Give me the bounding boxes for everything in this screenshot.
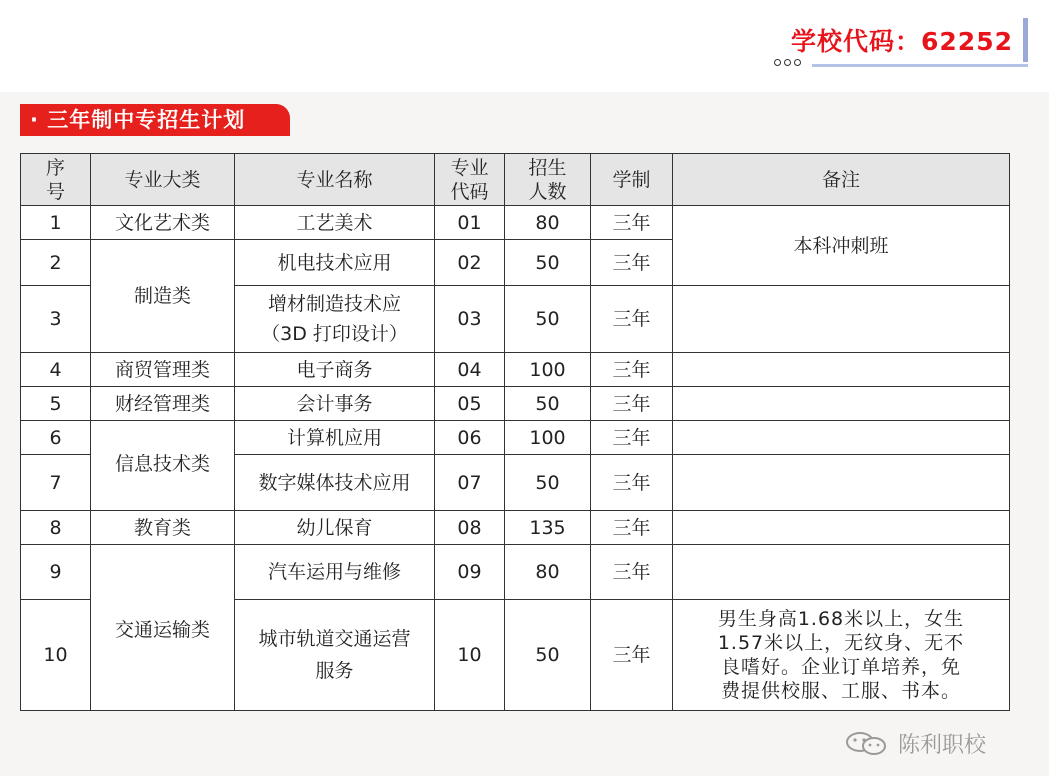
enrollment-plan-table: [20, 153, 1010, 711]
cell-duration: 三年: [591, 545, 673, 600]
school-code: 学校代码：62252: [791, 27, 1013, 56]
table-row: [21, 387, 1010, 421]
cell-seq: 5: [21, 387, 91, 421]
header-major-code: 专业 代码: [435, 154, 505, 206]
cell-note-honors: 本科冲刺班: [673, 206, 1010, 286]
cell-duration: 三年: [591, 455, 673, 511]
header-seq: 序 号: [21, 154, 91, 206]
cell-note: [673, 353, 1010, 387]
watermark-text: 陈利职校: [898, 733, 987, 758]
cell-seq: 8: [21, 511, 91, 545]
cell-code: 07: [435, 455, 505, 511]
cell-note: [673, 511, 1010, 545]
table-header-row: [21, 154, 1010, 206]
cell-seq: 4: [21, 353, 91, 387]
cell-count: 50: [505, 240, 591, 286]
cell-category: 文化艺术类: [91, 206, 235, 240]
cell-category: 制造类: [91, 240, 235, 353]
cell-count: 135: [505, 511, 591, 545]
cell-code: 02: [435, 240, 505, 286]
cell-category: 信息技术类: [91, 421, 235, 511]
cell-code: 06: [435, 421, 505, 455]
wechat-icon: [844, 731, 892, 757]
header-category: 专业大类: [91, 154, 235, 206]
cell-major-name: 计算机应用: [235, 421, 435, 455]
cell-major-name: 城市轨道交通运营 服务: [235, 600, 435, 711]
cell-duration: 三年: [591, 353, 673, 387]
header-enrollment: 招生 人数: [505, 154, 591, 206]
cell-seq: 3: [21, 286, 91, 353]
cell-duration: 三年: [591, 421, 673, 455]
school-code-underline: [812, 64, 1028, 67]
cell-duration: 三年: [591, 387, 673, 421]
cell-major-name: 会计事务: [235, 387, 435, 421]
header-duration: 学制: [591, 154, 673, 206]
table-row: [21, 353, 1010, 387]
cell-major-name: 工艺美术: [235, 206, 435, 240]
cell-major-name: 数字媒体技术应用: [235, 455, 435, 511]
header-major-name: 专业名称: [235, 154, 435, 206]
cell-duration: 三年: [591, 286, 673, 353]
decorative-dots: [774, 59, 801, 71]
cell-note: [673, 387, 1010, 421]
cell-category: 商贸管理类: [91, 353, 235, 387]
cell-note-requirements: 男生身高1.68米以上，女生 1.57米以上，无纹身、无不 良嗜好。企业订单培养，免 费提供校服、工服、书本。: [673, 600, 1010, 711]
cell-category: 财经管理类: [91, 387, 235, 421]
cell-duration: 三年: [591, 511, 673, 545]
cell-category: 教育类: [91, 511, 235, 545]
cell-count: 50: [505, 387, 591, 421]
cell-major-name: 机电技术应用: [235, 240, 435, 286]
cell-code: 08: [435, 511, 505, 545]
cell-major-name: 增材制造技术应 （3D 打印设计）: [235, 286, 435, 353]
cell-code: 04: [435, 353, 505, 387]
cell-duration: 三年: [591, 600, 673, 711]
cell-seq: 7: [21, 455, 91, 511]
cell-count: 100: [505, 421, 591, 455]
cell-category: 交通运输类: [91, 545, 235, 711]
section-title: · 三年制中专招生计划: [20, 104, 290, 136]
cell-duration: 三年: [591, 240, 673, 286]
header-note: 备注: [673, 154, 1010, 206]
table-row: [21, 421, 1010, 455]
cell-count: 50: [505, 286, 591, 353]
table-row: [21, 511, 1010, 545]
cell-count: 50: [505, 455, 591, 511]
cell-seq: 9: [21, 545, 91, 600]
cell-major-name: 幼儿保育: [235, 511, 435, 545]
cell-count: 50: [505, 600, 591, 711]
cell-note: [673, 286, 1010, 353]
cell-code: 09: [435, 545, 505, 600]
cell-code: 05: [435, 387, 505, 421]
cell-seq: 1: [21, 206, 91, 240]
cell-code: 10: [435, 600, 505, 711]
table-row: [21, 545, 1010, 600]
cell-note: [673, 421, 1010, 455]
cell-note: [673, 455, 1010, 511]
cell-count: 80: [505, 206, 591, 240]
cell-major-name: 汽车运用与维修: [235, 545, 435, 600]
cell-duration: 三年: [591, 206, 673, 240]
cell-count: 80: [505, 545, 591, 600]
cell-seq: 2: [21, 240, 91, 286]
cell-note: [673, 545, 1010, 600]
cell-count: 100: [505, 353, 591, 387]
cell-code: 01: [435, 206, 505, 240]
table-row: [21, 206, 1010, 240]
watermark: [844, 728, 986, 759]
school-code-box: [790, 18, 1028, 62]
cell-code: 03: [435, 286, 505, 353]
cell-major-name: 电子商务: [235, 353, 435, 387]
cell-seq: 10: [21, 600, 91, 711]
cell-seq: 6: [21, 421, 91, 455]
